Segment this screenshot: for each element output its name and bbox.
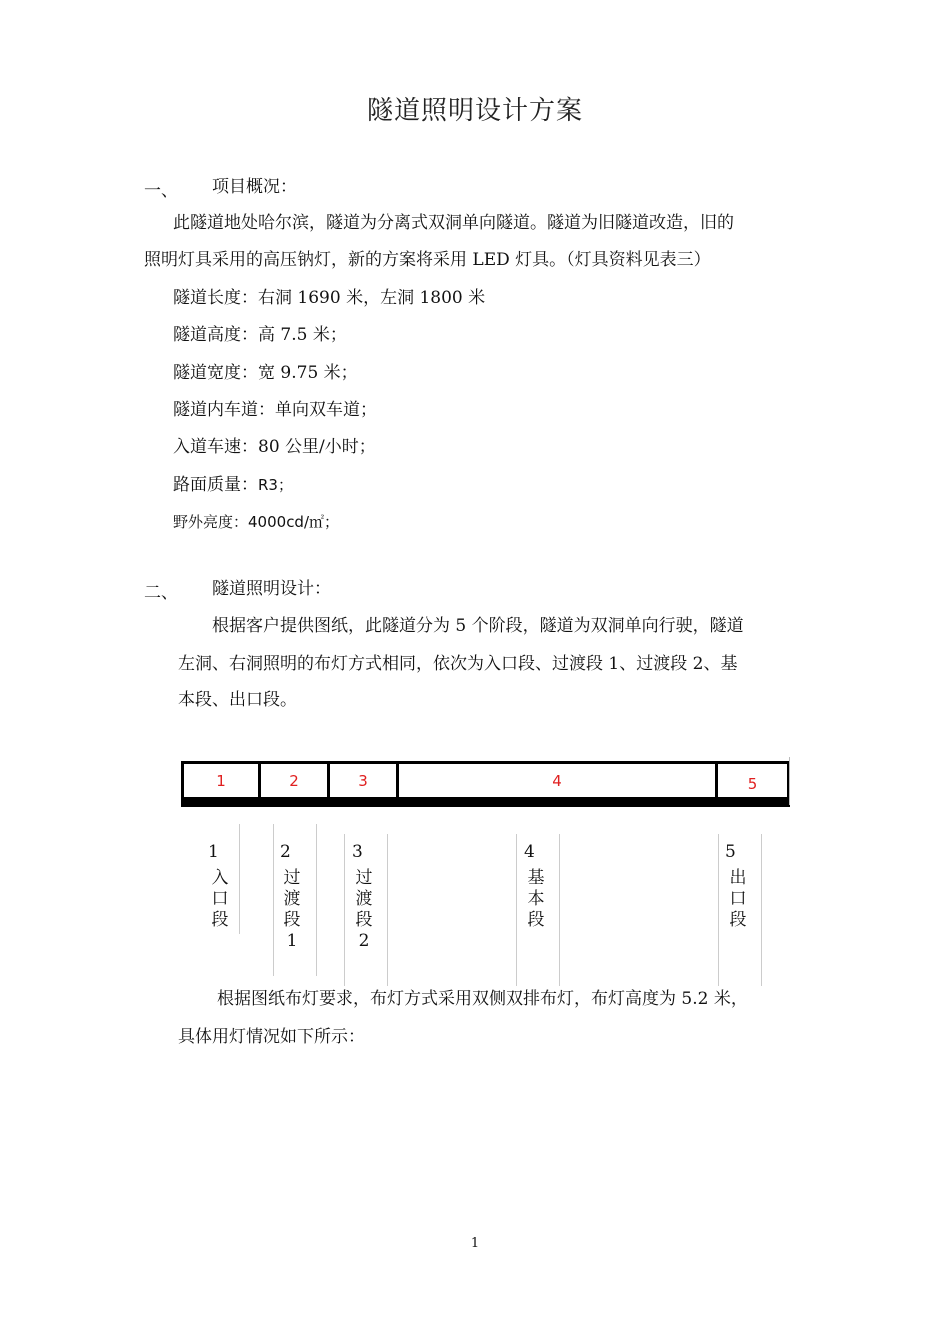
section2-paragraph-line2: 左洞、右洞照明的布灯方式相同，依次为入口段、过渡段 1、过渡段 2、基 xyxy=(178,654,738,674)
bar-cell-4: 4 xyxy=(399,764,718,797)
segment-2-char: 渡 xyxy=(283,889,301,909)
segment-4-char: 段 xyxy=(527,910,545,930)
document-title: 隧道照明设计方案 xyxy=(366,96,583,126)
bar-cell-1: 1 xyxy=(184,764,261,797)
spec-road-quality xyxy=(173,474,293,496)
bar-cell-2: 2 xyxy=(261,764,330,797)
bar-edge-line xyxy=(789,757,790,805)
segment-3-char: 2 xyxy=(358,931,370,951)
page-number: 1 xyxy=(470,1236,480,1251)
segment-2-number: 2 xyxy=(280,842,291,862)
segment-5-char: 口 xyxy=(729,889,747,909)
section2-paragraph-line3: 本段、出口段。 xyxy=(178,690,297,710)
brightness-label: 野外亮度： xyxy=(173,513,249,531)
bar-cell-3: 3 xyxy=(330,764,399,797)
segment-4-label xyxy=(526,868,546,931)
spec-speed: 入道车速：80 公里/小时； xyxy=(173,437,376,457)
segment-1-char: 入 xyxy=(211,868,229,888)
segment-3-char: 段 xyxy=(355,910,373,930)
segment-5-char: 出 xyxy=(729,868,747,888)
segment-2-char: 1 xyxy=(286,931,298,951)
road-quality-value: R3； xyxy=(258,476,293,494)
segment-1-char: 口 xyxy=(211,889,229,909)
spec-height: 隧道高度：高 7.5 米； xyxy=(173,325,347,345)
section1-paragraph-line2: 照明灯具采用的高压钠灯，新的方案将采用 LED 灯具。（灯具资料见表三） xyxy=(144,250,711,270)
spec-length: 隧道长度：右洞 1690 米，左洞 1800 米 xyxy=(173,288,486,308)
segment-5-char: 段 xyxy=(729,910,747,930)
segment-3-char: 渡 xyxy=(355,889,373,909)
segment-5-number: 5 xyxy=(725,842,736,862)
tunnel-segment-bar xyxy=(181,761,790,807)
segment-1-char: 段 xyxy=(211,910,229,930)
closing-paragraph-line2: 具体用灯情况如下所示： xyxy=(178,1027,365,1047)
segment-2-char: 段 xyxy=(283,910,301,930)
segment-4-char: 基 xyxy=(527,868,545,888)
spec-outdoor-brightness xyxy=(173,511,339,533)
road-quality-label: 路面质量： xyxy=(173,475,258,495)
segment-4-char: 本 xyxy=(527,889,545,909)
brightness-value: 4000cd/㎡； xyxy=(248,513,340,531)
section2-number: 二、 xyxy=(144,583,178,603)
segment-3-label xyxy=(354,868,374,952)
closing-paragraph-line1: 根据图纸布灯要求，布灯方式采用双侧双排布灯，布灯高度为 5.2 米， xyxy=(217,989,748,1009)
section2-heading: 隧道照明设计： xyxy=(212,579,331,599)
segment-2-char: 过 xyxy=(283,868,301,888)
segment-1-number: 1 xyxy=(208,842,219,862)
segment-3-char: 过 xyxy=(355,868,373,888)
section2-paragraph-line1: 根据客户提供图纸，此隧道分为 5 个阶段，隧道为双洞单向行驶，隧道 xyxy=(212,616,744,636)
section1-paragraph-line1: 此隧道地处哈尔滨，隧道为分离式双洞单向隧道。隧道为旧隧道改造，旧的 xyxy=(173,213,734,233)
spec-lanes: 隧道内车道：单向双车道； xyxy=(173,400,377,420)
segment-1-label xyxy=(210,868,230,931)
section1-heading: 项目概况： xyxy=(212,177,297,197)
section1-number: 一、 xyxy=(144,181,178,201)
bar-cell-5: 5 xyxy=(747,774,758,793)
spec-width: 隧道宽度：宽 9.75 米； xyxy=(173,363,358,383)
segment-2-label xyxy=(282,868,302,952)
segment-4-number: 4 xyxy=(524,842,535,862)
segment-3-number: 3 xyxy=(352,842,363,862)
segment-5-label xyxy=(728,868,748,931)
